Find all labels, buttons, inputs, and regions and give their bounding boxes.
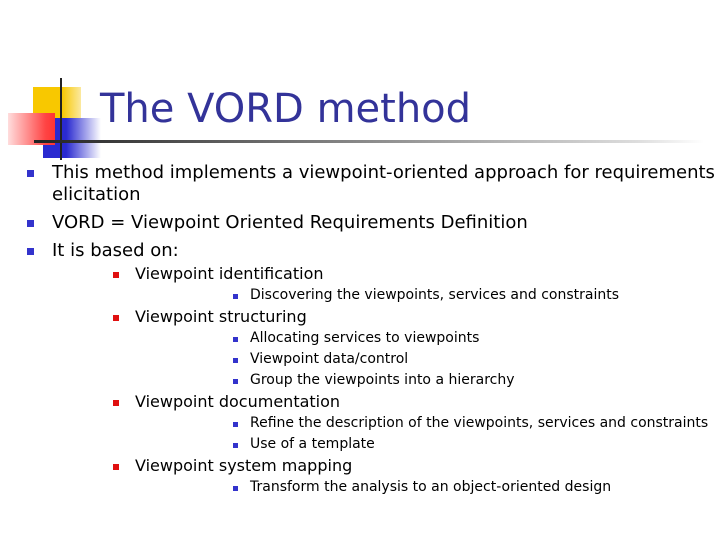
sub-sub-bullet: [135, 435, 715, 454]
sub-bullet: [52, 392, 715, 454]
bullet-icon: [27, 170, 34, 177]
slide-title: The VORD method: [100, 86, 472, 132]
sub-bullet: [52, 264, 715, 305]
bullet: [0, 240, 715, 497]
bullet-icon: [113, 272, 119, 278]
sub-bullet: [52, 456, 715, 497]
bullet-icon: [233, 443, 238, 448]
logo-vertical-line: [60, 78, 62, 160]
sub-sub-bullet: [135, 286, 715, 305]
bullet-icon: [27, 220, 34, 227]
sub-sub-bullet: [135, 478, 715, 497]
bullet: [0, 212, 715, 234]
bullet-text: VORD = Viewpoint Oriented Requirements Definition: [52, 212, 528, 233]
bullet-icon: [233, 422, 238, 427]
bullet-icon: [113, 400, 119, 406]
bullet-icon: [233, 294, 238, 299]
sub-bullet-text: Viewpoint identification: [135, 264, 324, 283]
slide-body: [0, 162, 715, 503]
sub-bullet-text: Viewpoint structuring: [135, 307, 307, 326]
bullet-icon: [233, 486, 238, 491]
sub-sub-bullet: [135, 350, 715, 369]
item-text: Use of a template: [250, 436, 375, 452]
item-text: Allocating services to viewpoints: [250, 330, 480, 346]
title-underline: [34, 140, 704, 143]
sub-sub-bullet: [135, 371, 715, 390]
sub-bullet: [52, 307, 715, 390]
bullet-icon: [233, 337, 238, 342]
bullet: [0, 162, 715, 206]
item-text: Transform the analysis to an object-oriented design: [250, 479, 612, 495]
sub-bullet-text: Viewpoint system mapping: [135, 456, 353, 475]
bullet-icon: [27, 248, 34, 255]
bullet-icon: [233, 379, 238, 384]
bullet-icon: [233, 358, 238, 363]
item-text: Group the viewpoints into a hierarchy: [250, 372, 515, 388]
bullet-text: This method implements a viewpoint-oriented approach for requirements elicitation: [52, 162, 715, 205]
bullet-text: It is based on:: [52, 240, 179, 261]
bullet-icon: [113, 315, 119, 321]
sub-bullet-text: Viewpoint documentation: [135, 392, 341, 411]
item-text: Viewpoint data/control: [250, 351, 409, 367]
sub-sub-bullet: [135, 414, 715, 433]
item-text: Refine the description of the viewpoints, services and constraints: [250, 415, 709, 431]
sub-sub-bullet: [135, 329, 715, 348]
bullet-icon: [113, 464, 119, 470]
item-text: Discovering the viewpoints, services and constraints: [250, 287, 620, 303]
